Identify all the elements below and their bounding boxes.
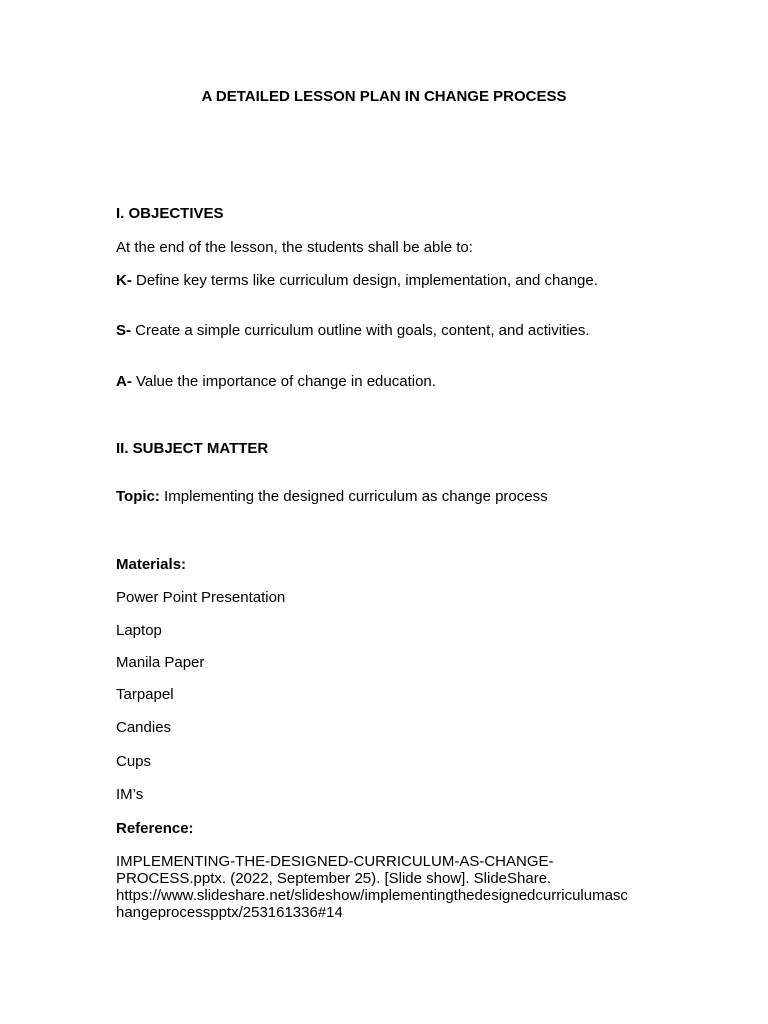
- material-item: Laptop: [116, 622, 162, 639]
- reference-label: Reference:: [116, 820, 194, 837]
- objective-knowledge: [116, 272, 598, 289]
- topic-line: [116, 488, 548, 505]
- material-item: Power Point Presentation: [116, 589, 286, 606]
- objective-skill: [116, 322, 590, 339]
- objective-knowledge-text: Define key terms like curriculum design, implementation, and change.: [131, 272, 598, 289]
- materials-label: Materials:: [116, 556, 187, 573]
- material-item: Tarpapel: [116, 686, 174, 703]
- objective-attitude-text: Value the importance of change in education.: [131, 373, 436, 390]
- objective-attitude: [116, 373, 436, 390]
- reference-link[interactable]: hangeprocesspptx/253161336#14: [116, 904, 343, 921]
- topic-text: Implementing the designed curriculum as change process: [159, 488, 548, 505]
- objective-skill-label: S-: [116, 322, 131, 339]
- material-item: Cups: [116, 753, 152, 770]
- reference-line: PROCESS.pptx. (2022, September 25). [Slide show]. SlideShare.: [116, 870, 552, 887]
- objectives-heading: I. OBJECTIVES: [116, 205, 224, 222]
- objectives-intro: At the end of the lesson, the students shall be able to:: [116, 239, 473, 256]
- topic-label: Topic:: [116, 488, 160, 505]
- material-item: Candies: [116, 719, 172, 736]
- objective-attitude-label: A-: [116, 373, 132, 390]
- material-item: IM’s: [116, 786, 144, 803]
- subject-matter-heading: II. SUBJECT MATTER: [116, 440, 269, 457]
- reference-line: IMPLEMENTING-THE-DESIGNED-CURRICULUM-AS-CHANGE-: [116, 853, 554, 870]
- reference-link[interactable]: https://www.slideshare.net/slideshow/implementingthedesignedcurriculumasc: [116, 887, 628, 904]
- objective-knowledge-label: K-: [116, 272, 132, 289]
- document-title: A DETAILED LESSON PLAN IN CHANGE PROCESS: [201, 88, 567, 105]
- material-item: Manila Paper: [116, 654, 205, 671]
- objective-skill-text: Create a simple curriculum outline with goals, content, and activities.: [131, 322, 590, 339]
